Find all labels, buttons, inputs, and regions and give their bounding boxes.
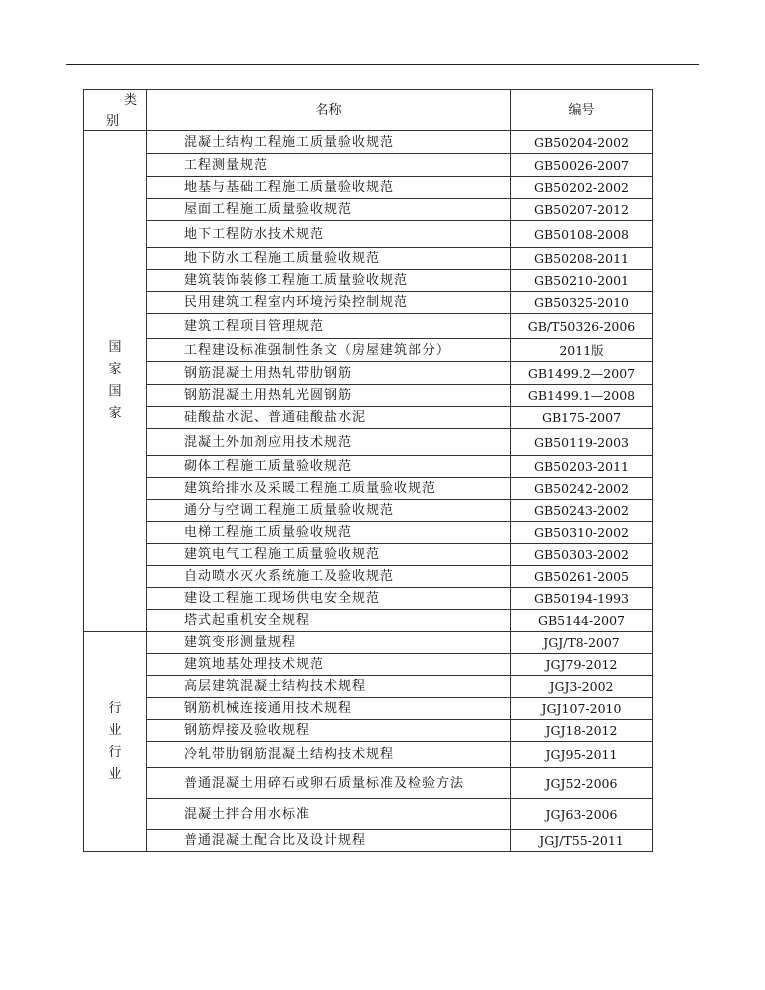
- standard-name: 混凝土外加剂应用技术规范: [147, 429, 511, 456]
- standard-name: 普通混凝土配合比及设计规程: [147, 830, 511, 852]
- table-row: [84, 720, 653, 742]
- header-code: 编号: [511, 90, 653, 131]
- table-row: [84, 339, 653, 362]
- standard-name: 屋面工程施工质量验收规范: [147, 199, 511, 221]
- standard-code: JGJ52-2006: [511, 768, 653, 799]
- top-rule: [66, 64, 699, 65]
- table-row: [84, 544, 653, 566]
- standard-name: 建设工程施工现场供电安全规范: [147, 588, 511, 610]
- standard-code: GB50261-2005: [511, 566, 653, 588]
- table-row: [84, 362, 653, 385]
- table-row: [84, 632, 653, 654]
- standard-code: GB50242-2002: [511, 478, 653, 500]
- standard-code: GB50203-2011: [511, 456, 653, 478]
- standard-name: 自动喷水灭火系统施工及验收规范: [147, 566, 511, 588]
- standard-name: 冷轧带肋钢筋混凝土结构技术规程: [147, 742, 511, 768]
- standard-name: 工程测量规范: [147, 154, 511, 177]
- standard-name: 建筑装饰装修工程施工质量验收规范: [147, 270, 511, 292]
- standard-name: 塔式起重机安全规程: [147, 610, 511, 632]
- table-row: [84, 154, 653, 177]
- table-row: [84, 676, 653, 698]
- table-row: [84, 456, 653, 478]
- category-label: 国家国家: [108, 340, 122, 421]
- standard-name: 钢筋混凝土用热轧光圆钢筋: [147, 385, 511, 407]
- standard-name: 电梯工程施工质量验收规范: [147, 522, 511, 544]
- header-category-line2: 别: [106, 114, 120, 129]
- standard-code: GB50303-2002: [511, 544, 653, 566]
- standard-code: GB50026-2007: [511, 154, 653, 177]
- table-row: [84, 177, 653, 199]
- standard-name: 钢筋焊接及验收规程: [147, 720, 511, 742]
- table-row: [84, 522, 653, 544]
- table-row: [84, 610, 653, 632]
- standard-code: GB50210-2001: [511, 270, 653, 292]
- standard-code: GB50208-2011: [511, 248, 653, 270]
- table-row: [84, 768, 653, 799]
- standard-name: 地下防水工程施工质量验收规范: [147, 248, 511, 270]
- standard-name: 地基与基础工程施工质量验收规范: [147, 177, 511, 199]
- table-row: [84, 131, 653, 154]
- table-row: [84, 199, 653, 221]
- standard-name: 混凝土拌合用水标准: [147, 799, 511, 830]
- standard-code: GB/T50326-2006: [511, 314, 653, 339]
- table-row: [84, 698, 653, 720]
- standards-table: [83, 89, 653, 852]
- standard-name: 硅酸盐水泥、普通硅酸盐水泥: [147, 407, 511, 429]
- header-category-line1: 类: [124, 93, 138, 108]
- standard-code: JGJ18-2012: [511, 720, 653, 742]
- standard-name: 建筑工程项目管理规范: [147, 314, 511, 339]
- table-header-row: [84, 90, 653, 131]
- standard-code: GB50325-2010: [511, 292, 653, 314]
- table-row: [84, 654, 653, 676]
- category-cell: [84, 632, 147, 852]
- standard-name: 建筑地基处理技术规范: [147, 654, 511, 676]
- standard-code: GB1499.2—2007: [511, 362, 653, 385]
- standard-code: GB50119-2003: [511, 429, 653, 456]
- table-row: [84, 429, 653, 456]
- table-row: [84, 292, 653, 314]
- standard-code: GB50194-1993: [511, 588, 653, 610]
- standard-code: JGJ/T55-2011: [511, 830, 653, 852]
- standard-code: GB50207-2012: [511, 199, 653, 221]
- table-row: [84, 742, 653, 768]
- category-label: 行业行业: [108, 700, 122, 782]
- standard-code: GB50108-2008: [511, 221, 653, 248]
- category-cell: [84, 131, 147, 632]
- standard-name: 混凝土结构工程施工质量验收规范: [147, 131, 511, 154]
- table-row: [84, 566, 653, 588]
- standard-code: GB1499.1—2008: [511, 385, 653, 407]
- standard-name: 通分与空调工程施工质量验收规范: [147, 500, 511, 522]
- standard-name: 砌体工程施工质量验收规范: [147, 456, 511, 478]
- standard-code: GB50204-2002: [511, 131, 653, 154]
- standard-code: JGJ79-2012: [511, 654, 653, 676]
- standard-name: 建筑给排水及采暖工程施工质量验收规范: [147, 478, 511, 500]
- header-name: 名称: [147, 90, 511, 131]
- table-row: [84, 407, 653, 429]
- standard-code: GB175-2007: [511, 407, 653, 429]
- standard-name: 建筑电气工程施工质量验收规范: [147, 544, 511, 566]
- standard-code: JGJ95-2011: [511, 742, 653, 768]
- standard-name: 民用建筑工程室内环境污染控制规范: [147, 292, 511, 314]
- standard-name: 建筑变形测量规程: [147, 632, 511, 654]
- standard-code: JGJ3-2002: [511, 676, 653, 698]
- standard-name: 钢筋混凝土用热轧带肋钢筋: [147, 362, 511, 385]
- table-row: [84, 799, 653, 830]
- standard-code: GB50243-2002: [511, 500, 653, 522]
- standard-name: 钢筋机械连接通用技术规程: [147, 698, 511, 720]
- table-row: [84, 830, 653, 852]
- standard-code: 2011版: [511, 339, 653, 362]
- standard-code: GB5144-2007: [511, 610, 653, 632]
- table-row: [84, 500, 653, 522]
- table-row: [84, 478, 653, 500]
- standard-code: JGJ107-2010: [511, 698, 653, 720]
- table-row: [84, 385, 653, 407]
- standard-code: GB50202-2002: [511, 177, 653, 199]
- standard-name: 高层建筑混凝土结构技术规程: [147, 676, 511, 698]
- header-category: [84, 90, 147, 131]
- table-row: [84, 248, 653, 270]
- standard-name: 地下工程防水技术规范: [147, 221, 511, 248]
- standard-name: 普通混凝土用碎石或卵石质量标准及检验方法: [147, 768, 511, 799]
- table-row: [84, 270, 653, 292]
- table-row: [84, 588, 653, 610]
- standard-code: JGJ63-2006: [511, 799, 653, 830]
- table-row: [84, 314, 653, 339]
- standard-name: 工程建设标准强制性条文（房屋建筑部分）: [147, 339, 511, 362]
- table-row: [84, 221, 653, 248]
- standard-code: JGJ/T8-2007: [511, 632, 653, 654]
- standard-code: GB50310-2002: [511, 522, 653, 544]
